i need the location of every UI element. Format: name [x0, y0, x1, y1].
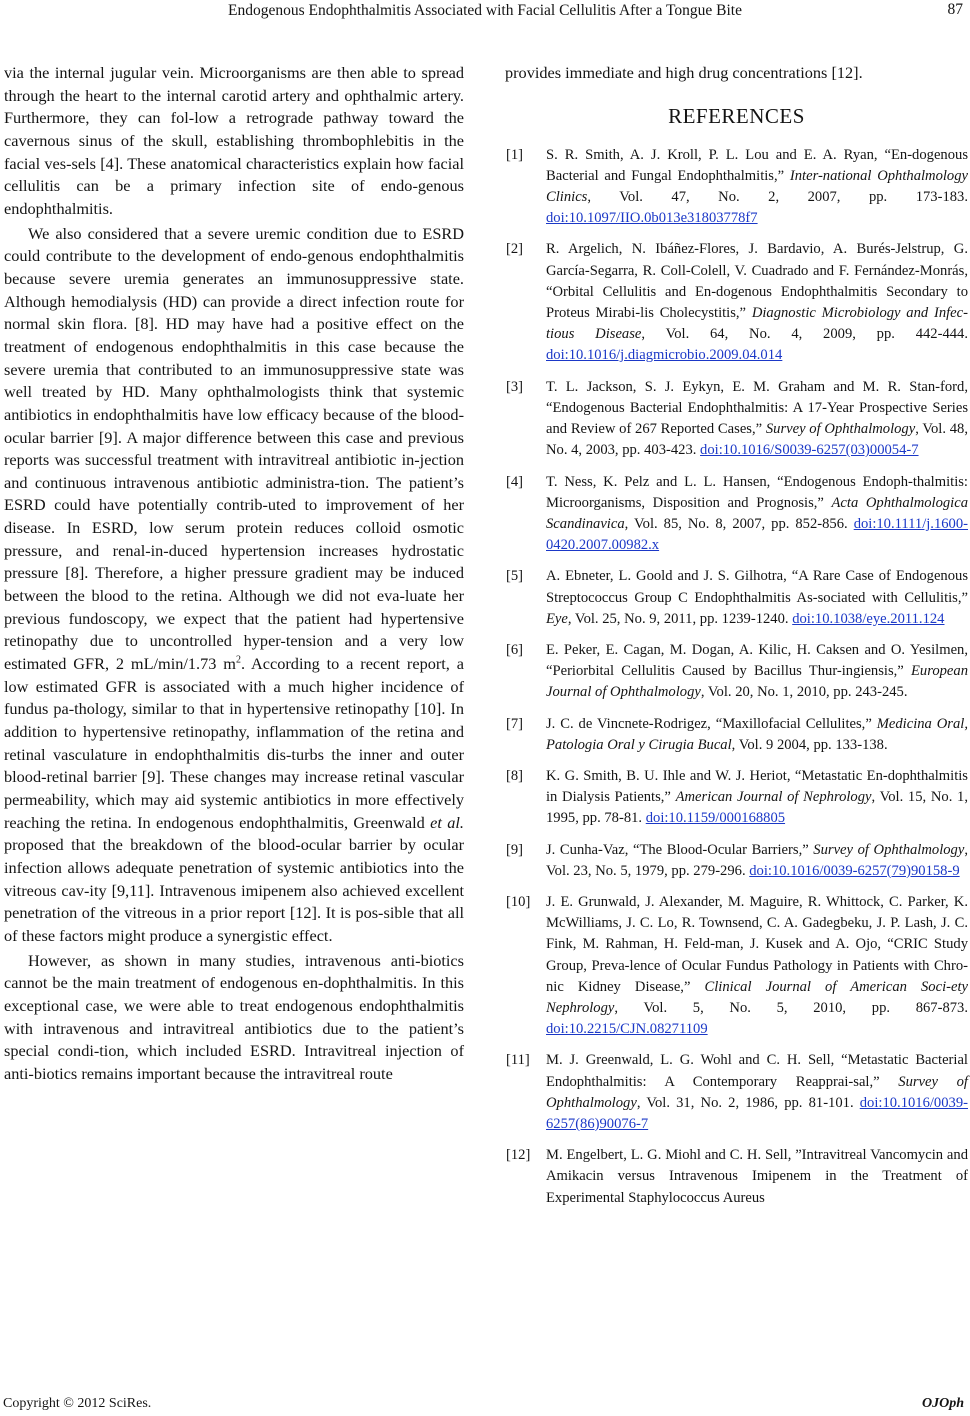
reference-doi-link[interactable]: doi:10.2215/CJN.08271109: [546, 1021, 708, 1038]
reference-authors-title: K. G. Smith, B. U. Ihle and W. J. Heriot, “Metastatic En-dophthalmitis in Dialysis Patients,”: [546, 767, 968, 806]
reference-journal: Survey of Ophthalmology: [765, 421, 916, 438]
reference-authors-title: M. Engelbert, L. G. Miohl and C. H. Sell, ”Intravitreal Vancomycin and Amikacin versus Intravenous Imipenem in the Treatment of Experimental Staphylococcus Aureus: [546, 1147, 968, 1206]
paragraph-2-end: proposed that the breakdown of the blood-ocular barrier by ocular infection allows adequate penetration of systemic antibiotics into the vitreous cav-ity [9,11]. Intravenous imipenem also achieved excellent penetration of the vitreous in a prior report [12]. It is pos-sible that all of these factors might produce a synergistic effect.: [4, 835, 464, 945]
page-footer: [0, 1395, 970, 1415]
reference-details: , Vol. 23, No. 5, 1979, pp. 279-296.: [546, 841, 968, 879]
reference-number: [6]: [506, 641, 524, 658]
reference-list: [505, 145, 968, 1209]
reference-item: [505, 566, 968, 630]
reference-item: [505, 1050, 968, 1135]
left-column: [4, 62, 464, 1086]
reference-details: , Vol. 25, No. 9, 2011, pp. 1239-1240.: [567, 610, 793, 627]
reference-authors-title: A. Ebneter, L. Goold and J. S. Gilhotra, “A Rare Case of Endogenous Streptococcus Group C Endophthalmitis As-sociated with Cellulitis,”: [546, 568, 968, 606]
reference-journal: Survey of Ophthalmology: [546, 1073, 968, 1111]
reference-item: [505, 239, 968, 366]
reference-doi-link[interactable]: doi:10.1097/IIO.0b013e31803778f7: [546, 210, 758, 227]
reference-journal: Inter-national Ophthalmology Clinics: [546, 167, 969, 206]
reference-number: [2]: [506, 241, 524, 258]
reference-number: [7]: [506, 715, 524, 732]
paragraph-2-cont: According to a recent report, a low estimated GFR is associated with a much higher incidence of fundus pa-thology, similar to that in hypertensive retinopathy [10]. In addition to hypertensive retinopathy, inflammation of the retina and retinal vasculature in endophthalmitis dis-turbs the inner and outer blood-retinal barrier [9]. These changes may increase retinal vascular permeability, which may aid systemic antibiotics in more effectively reaching the retina. In endogenous endophthalmitis, Greenwald: [4, 654, 464, 832]
reference-item: [505, 377, 968, 462]
reference-authors-title: T. Ness, K. Pelz and L. L. Hansen, “Endogenous Endoph-thalmitis: Microorganisms, Disposition and Prognosis,”: [546, 473, 968, 511]
reference-doi-link[interactable]: doi:10.1016/j.diagmicrobio.2009.04.014: [546, 347, 783, 364]
reference-doi-link[interactable]: doi:10.1038/eye.2011.124: [792, 610, 945, 627]
reference-details: , Vol. 48, No. 4, 2003, pp. 403-423.: [546, 421, 968, 459]
reference-details: , Vol. 31, No. 2, 1986, pp. 81-101.: [636, 1094, 860, 1111]
reference-number: [10]: [506, 893, 531, 910]
reference-doi-link[interactable]: doi:10.1159/000168805: [645, 810, 786, 827]
reference-authors-title: J. C. de Vincnete-Rodrigez, “Maxillofacial Cellulites,”: [546, 715, 877, 732]
reference-details: , Vol. 47, No. 2, 2007, pp. 173-183.: [587, 189, 968, 206]
reference-journal: American Journal of Nephrology: [675, 789, 872, 806]
reference-journal: Medicina Oral, Patologia Oral y Cirugia Bucal: [546, 715, 968, 753]
reference-details: , Vol. 5, No. 5, 2010, pp. 867-873.: [614, 999, 968, 1016]
paragraph-3: However, as shown in many studies, intravenous anti-biotics cannot be the main treatment of endogenous en-dophthalmitis. In this exceptional case, we were able to treat endogenous endophthalmitis with intravenous and intravitreal antibiotics due to the patient’s special condi-tion, which included ESRD. Intravitreal injection of anti-biotics remains important because the intravitreal route: [4, 950, 464, 1083]
right-column: [505, 62, 968, 1219]
reference-number: [11]: [506, 1052, 530, 1069]
reference-item: [505, 892, 968, 1040]
reference-authors-title: J. Cunha-Vaz, “The Blood-Ocular Barriers,”: [546, 841, 814, 858]
reference-doi-link[interactable]: doi:10.1016/0039-6257(86)90076-7: [546, 1094, 968, 1132]
reference-journal: Clinical Journal of American Soci-ety Nephrology: [546, 978, 968, 1016]
unit-superscript: 2: [235, 654, 241, 666]
reference-item: [505, 840, 968, 882]
reference-authors-title: T. L. Jackson, S. J. Eykyn, E. M. Graham and M. R. Stan-ford, “Endogenous Bacterial Endophthalmitis: A 17-Year Prospective Series and Review of 267 Reported Cases,”: [546, 378, 968, 438]
continuation-text: provides immediate and high drug concentrations [12].: [505, 63, 863, 82]
reference-authors-title: J. E. Grunwald, J. Alexander, M. Maguire, R. Whittock, C. Parker, K. McWilliams, J. C. Lo, R. Townsend, C. A. Gadegbeku, J. P. Lash, J. C. Fink, M. Rahman, H. Feld-man, J. Kusek and A. Ojo, “CRIC Study Group, Preva-lence of Ocular Fundus Pathology in Patients with Chro-nic Kidney Disease,”: [546, 893, 968, 995]
reference-number: [12]: [506, 1147, 531, 1164]
reference-number: [4]: [506, 473, 524, 490]
reference-authors-title: E. Peker, E. Cagan, M. Dogan, A. Kilic, H. Caksen and O. Yesilmen, “Periorbital Cellulitis Caused by Bacillus Thur-ingiensis,”: [546, 641, 968, 680]
journal-abbrev: OJOph: [921, 1396, 964, 1411]
running-header: [0, 0, 970, 22]
reference-number: [9]: [506, 841, 524, 858]
reference-number: [8]: [506, 767, 524, 784]
reference-details: , Vol. 64, No. 4, 2009, pp. 442-444.: [641, 326, 968, 343]
reference-item: [505, 472, 968, 557]
references-heading: REFERENCES: [668, 103, 805, 128]
reference-number: [1]: [506, 146, 524, 163]
et-al: et al.: [430, 812, 464, 832]
reference-item: [505, 1145, 968, 1209]
unit-m: m: [223, 654, 236, 674]
reference-number: [3]: [506, 378, 524, 395]
reference-journal: Diagnostic Microbiology and Infec-tious Disease: [546, 305, 968, 343]
reference-journal: European Journal of Ophthalmology: [546, 663, 968, 701]
reference-journal: Acta Ophthalmologica Scandinavica: [546, 494, 969, 532]
reference-journal: Eye: [546, 610, 568, 627]
reference-authors-title: M. J. Greenwald, L. G. Wohl and C. H. Sell, “Metastatic Bacterial Endophthalmitis: A Contemporary Reapprai-sal,”: [546, 1052, 968, 1090]
reference-item: [505, 640, 968, 704]
reference-item: [505, 714, 968, 756]
reference-authors-title: R. Argelich, N. Ibáñez-Flores, J. Bardavio, A. Burés-Jelstrup, G. García-Segarra, R. Coll-Colell, V. Cuadrado and F. Fernández-Monrás, “Orbital Cellulitis and En-dogenous Endophthalmitis Secondary to Proteus Mirabi-lis Cholecystitis,”: [546, 241, 968, 322]
reference-number: [5]: [506, 568, 524, 585]
paragraph-2-text: We also considered that a severe uremic condition due to ESRD could contribute to the development of endo-genous endophthalmitis because severe uremia generates an immunosuppressive state. Although hemodialysis (HD) can provide a direct infection route for normal skin flora. [8]. HD may have had a positive effect on the treatment of endogenous endophthalmitis in this case because the severe uremia that contributed to an immunosuppressive state was well treated by HD. Many ophthalmologists think that systemic antibiotics in endophthalmitis have low efficacy because of the blood-ocular barrier [9]. A major difference between this case and previous reports was successful treatment with intravitreal antibiotic in-jection and continuous intravenous antibiotic administra-tion. The patient’s ESRD could have potentially contrib-uted to improvement of her disease. In ESRD, low serum protein reduces colloid osmotic pressure, and renal-in-duced hypertension increases hydrostatic pressure [8]. Therefore, a higher pressure gradient may be induced between the blood to the retina. Although we did not eva-luate her previous fundoscopy, we expect that the patient had hypertensive retinopathy due to uncontrolled hyper-tension and a very low estimated GFR, 2 mL/min/1.73: [4, 223, 464, 674]
paragraph-2: We also considered that a severe uremic condition due to ESRD could contribute to the development of endo-genous endophthalmitis because severe uremia generates an immunosuppressive state. Although hemodialysis (HD) can provide a direct infection route for normal skin flora. [8]. HD may have had a positive effect on the treatment of endogenous endophthalmitis in this case because the severe uremia that contributed to an immunosuppressive state was well treated by HD. Many ophthalmologists think that systemic antibiotics in endophthalmitis have low efficacy because of the blood-ocular barrier [9]. A major difference between this case and previous reports was successful treatment with intravitreal antibiotic in-jection and continuous intravenous antibiotic administra-tion. The patient’s ESRD could have potentially contrib-uted to improvement of her disease. In ESRD, low serum protein reduces colloid osmotic pressure, and renal-in-duced hypertension increases hydrostatic pressure [8]. Therefore, a higher pressure gradient may be induced between the blood to the retina. Although we did not eva-luate her previous fundoscopy, we expect that the patient had hypertensive retinopathy due to uncontrolled hyper-tension and a very low estimated GFR, 2 mL/min/1.73 $m^2$. According to a recent report, a low estimated GFR is associated with a much higher incidence of fundus pa-thology, similar to that in hypertensive retinopathy [10]. In addition to hypertensive retinopathy, inflammation of the retina and retinal vasculature in endophthalmitis dis-turbs the inner and outer blood-retinal barrier [9]. These changes may increase retinal vascular permeability, which may aid systemic antibiotics in more effectively reaching the retina. In endogenous endophthalmitis, Greenwald et al. proposed that the breakdown of the blood-ocular barrier by ocular infection allows adequate penetration of systemic antibiotics into the vitreous cav-ity [9,11]. Intravenous imipenem also achieved excellent penetration of the vitreous in a prior report [12]. It is pos-sible that all of these factors might produce a synergistic effect.: [4, 223, 464, 945]
reference-doi-link[interactable]: doi:10.1016/S0039-6257(03)00054-7: [700, 442, 919, 459]
reference-journal: Survey of Ophthalmology: [813, 841, 965, 858]
running-title: Endogenous Endophthalmitis Associated with Facial Cellulitis After a Tongue Bite: [228, 2, 742, 19]
page-number: 87: [947, 1, 963, 18]
reference-item: [505, 766, 968, 830]
reference-authors-title: S. R. Smith, A. J. Kroll, P. L. Lou and E. A. Ryan, “En-dogenous Bacterial and Fungal Endophthalmitis,”: [546, 146, 968, 184]
reference-details: , Vol. 9 2004, pp. 133-138.: [731, 736, 888, 753]
reference-item: [505, 145, 968, 230]
copyright-notice: Copyright © 2012 SciRes.: [3, 1396, 152, 1411]
reference-details: , Vol. 15, No. 1, 1995, pp. 78-81.: [546, 789, 968, 827]
reference-doi-link[interactable]: doi:10.1016/0039-6257(79)90158-9: [749, 862, 960, 879]
paragraph-1: via the internal jugular vein. Microorganisms are then able to spread through the heart to the internal carotid artery and ophthalmic artery. Furthermore, they can fol-low a retrograde pathway toward the cavernous sinus of the skull, establishing thrombophlebitis in the facial ves-sels [4]. These anatomical characteristics explain how facial cellulitis can be a primary infection site of endo-genous endophthalmitis.: [4, 63, 464, 218]
reference-details: , Vol. 85, No. 8, 2007, pp. 852-856.: [624, 515, 854, 532]
reference-details: , Vol. 20, No. 1, 2010, pp. 243-245.: [700, 684, 908, 701]
reference-doi-link[interactable]: doi:10.1111/j.1600-0420.2007.00982.x: [546, 515, 968, 554]
